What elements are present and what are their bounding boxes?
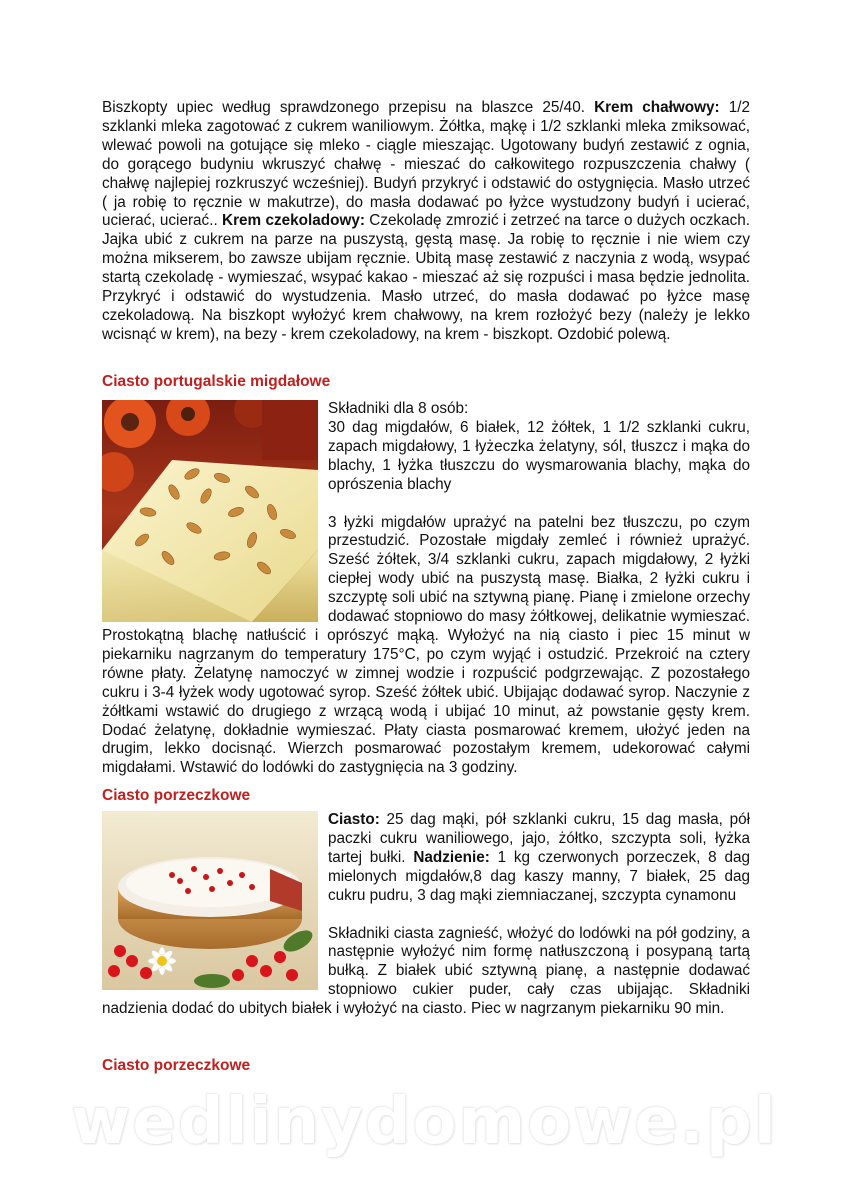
recipe1-block [102,400,750,778]
watermark: wedlinydomowe.pl [71,1085,778,1159]
intro-text-3: Czekoladę zmrozić i zetrzeć na tarce o dużych oczkach. Jajka ubić z cukrem na parze na puszystą, gęstą masę. Ja robię to ręcznie i nie wiem czy można mikserem, bo zawsze ubijam ręcznie. Ubitą masę zestawić z naczynia z wodą, wsypać startą czekoladę - wymieszać, wsypać kakao - mieszać aż się rozpuści i masa będzie jednolita. Przykryć i odstawić do wystudzenia. Masło utrzeć, do masła dodawać po łyżce masę czekoladową. Na biszkopt wyłożyć krem chałwowy, na krem rozłożyć bezy (należy je lekko wcisnąć w krem), na bezy - krem czekoladowy, na krem - biszkopt. Ozdobić polewą. [102,212,750,343]
recipe1-method: 3 łyżki migdałów uprażyć na patelni bez tłuszczu, po czym przestudzić. Pozostałe migdały zemleć i również uprażyć. Sześć żółtek, 3/4 szklanki cukru, zapach migdałowy, 2 łyżki ciepłej wody ubić na puszystą masę. Białka, 2 łyżki cukru i szczyptę soli ubić na sztywną pianę. Pianę i zmielone orzechy dodawać stopniowo do masy żółtkowej, delikatnie wymieszać. Prostokątną blachę natłuścić i oprószyć mąką. Wyłożyć na nią ciasto i piec 15 minut w piekarniku nagrzanym do temperatury 175°C, po czym wyjąć i ostudzić. Przekroić na cztery równe płaty. Żelatynę namoczyć w zimnej wodzie i rozpuścić podgrzewając. Z pozostałego cukru i 3-4 łyżek wody ugotować syrop. Sześć żółtek ubić. Ubijając dodawać syrop. Naczynie z żółtkami wstawić do drugiego z wrzącą wodą i ubijać 10 minut, aż powstanie gęsty krem. Dodać żelatynę, dokładnie wymieszać. Płaty ciasta posmarować kremem, ułożyć jeden na drugim, lekko docisnąć. Wierzch posmarować pozostałym kremem, udekorować całymi migdałami. Wstawić do lodówki do zastygnięcia na 3 godziny. [102,513,750,777]
currant-cake-photo [102,811,318,990]
intro-text-2: 1/2 szklanki mleka zagotować z cukrem waniliowym. Żółtka, mąkę i 1/2 szklanki mleka zmiksować, wlewać powoli na gotujące się mleko - ciągle mieszając. Ugotowany budyń zestawić z ognia, do gorącego budyniu wkruszyć chałwę - mieszać do całkowitego rozpuszczenia chałwy ( chałwę najlepiej rozkruszyć wcześniej). Budyń przykryć i odstawić do ostygnięcia. Masło utrzeć ( ja robię to ręcznie w makutrze), do masła dodawać po łyżce wystudzony budyń i ucierać, ucierać, ucierać.. [102,99,751,230]
recipe1-title: Ciasto portugalskie migdałowe [102,373,331,390]
almond-cake-photo [102,400,318,622]
recipe1-ingredients: 30 dag migdałów, 6 białek, 12 żółtek, 1 1/2 szklanki cukru, zapach migdałowy, 1 łyżeczka żelatyny, sól, tłuszcz i mąka do blachy, 1 łyżka tłuszczu do wysmarowania blachy, mąka do oprószenia blachy [328,418,750,493]
intro-text-1: Biszkopty upiec według sprawdzonego przepisu na blaszce 25/40. [102,99,595,116]
recipe2-title: Ciasto porzeczkowe [102,787,251,804]
recipe2-bold-nadzienie: Nadzienie: [413,848,490,866]
recipe2-block [102,811,750,1019]
intro-bold-krem-chalwowy: Krem chałwowy: [594,99,720,116]
recipe2-bold-ciasto: Ciasto: [328,811,380,828]
recipe2-method: Składniki ciasta zagnieść, włożyć do lodówki na pół godziny, a następnie wyłożyć nim formę natłuszczoną i posypaną tartą bułką. Z białek ubić sztywną pianę, a następnie dodawać stopniowo cukier puder, cały czas ubijając. Składniki nadzienia dodać do ubitych białek i wyłożyć na ciasto. Piec w nagrzanym piekarniku 90 min. [102,924,750,1018]
recipe2-text-1: 25 dag mąki, pół szklanki cukru, 15 dag masła, pół paczki cukru waniliowego, jajo, żółtko, szczypta soli, łyżka tartej bułki. [328,811,750,866]
recipe1-servings: Składniki dla 8 osób: [328,400,469,417]
intro-bold-krem-czekoladowy: Krem czekoladowy: [222,212,365,230]
recipe2-text-2: 1 kg czerwonych porzeczek, 8 dag mielonych migdałów,8 dag kaszy manny, 7 białek, 25 dag cukru pudru, 3 dag mąki ziemniaczanej, szczypta cynamonu [328,848,750,904]
recipe3-title: Ciasto porzeczkowe [102,1057,251,1074]
intro-paragraph [102,99,750,345]
